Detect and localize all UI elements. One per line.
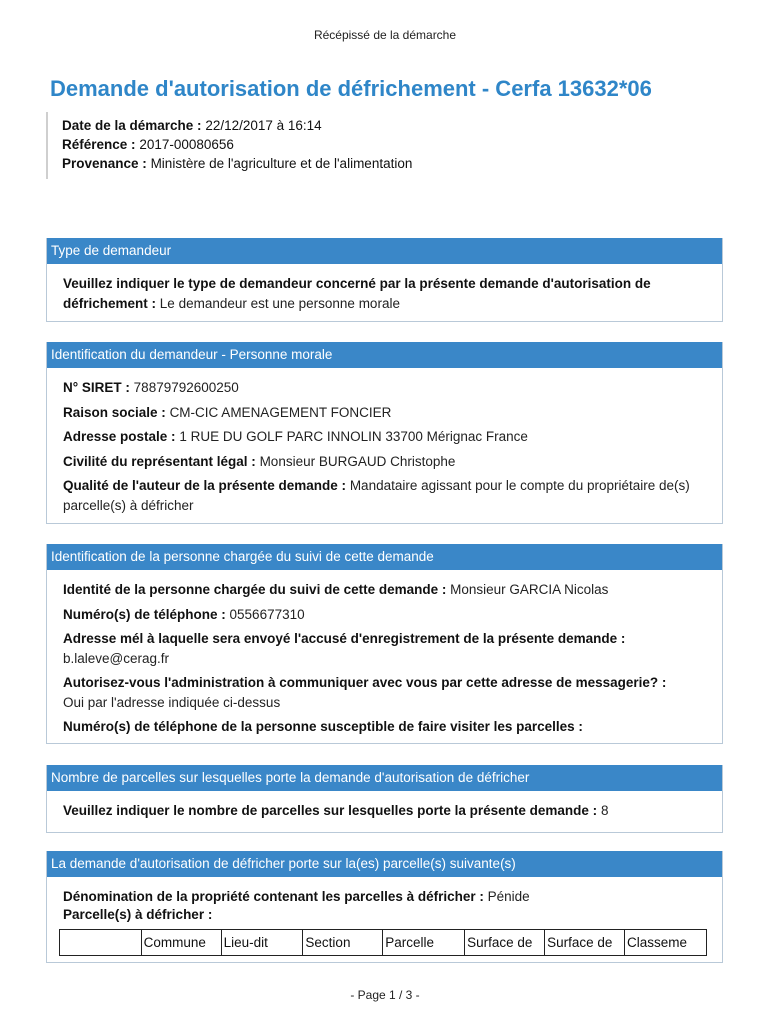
section-title: Nombre de parcelles sur lesquelles porte la demande d'autorisation de défricher [47,765,722,791]
table-header-cell: Section [303,930,383,956]
meta-origin [62,154,466,173]
field-value: 1 RUE DU GOLF PARC INNOLIN 33700 Mérignac France [179,429,528,444]
parcelles-label: Parcelle(s) à défricher : [63,906,213,922]
section-title: Identification du demandeur - Personne morale [47,342,722,368]
field-value: 78879792600250 [133,380,239,395]
section-parcelles [46,851,723,963]
field-label: Autorisez-vous l'administration à communiquer avec vous par cette adresse de messagerie? : [63,675,667,690]
meta-reference [62,135,466,154]
field-value: Pénide [487,889,530,904]
table-header-cell: Lieu-dit [221,930,303,956]
demarche-metadata [46,112,466,179]
field-label: Civilité du représentant légal : [63,453,256,469]
section-suivi-demande [46,544,723,744]
section-nombre-parcelles [46,765,723,833]
field-siret [63,378,712,398]
table-header-cell: Commune [141,930,221,956]
field-label: Numéro(s) de téléphone de la personne susceptible de faire visiter les parcelles : [63,719,583,734]
field-value: 8 [600,803,609,818]
meta-reference-value: 2017-00080656 [139,137,234,152]
table-header-cell: Surface de [465,930,545,956]
field-value: CM-CIC AMENAGEMENT FONCIER [169,404,392,420]
section-identification-demandeur [46,342,723,524]
field-label: Raison sociale : [63,404,166,420]
field-label: Dénomination de la propriété contenant les parcelles à défricher : [63,889,484,904]
field-label: N° SIRET : [63,380,130,395]
field-value: Mandataire agissant pour le compte du propriétaire de(s) parcelle(s) à défricher [63,478,690,513]
section-title: Type de demandeur [47,238,722,264]
table-header-cell: Parcelle [383,930,465,956]
meta-date-label: Date de la démarche : [62,118,202,133]
meta-origin-label: Provenance : [62,156,147,171]
field-civilite [63,452,712,472]
field-denomination [63,887,712,907]
field-nombre-parcelles [63,801,712,821]
field-label: Qualité de l'auteur de la présente demande : [63,478,347,493]
field-identite-suivi [63,580,712,600]
table-header-cell: Surface de [545,930,625,956]
table-header-cell: Classeme [625,930,707,956]
field-label: Adresse mél à laquelle sera envoyé l'accusé d'enregistrement de la présente demande : [63,631,626,646]
table-header-row [60,930,707,956]
field-value: Oui par l'adresse indiquée ci-dessus [63,694,281,710]
field-adresse-postale [63,427,712,447]
parcelles-table [59,929,707,956]
meta-origin-value: Ministère de l'agriculture et de l'alimentation [150,156,413,171]
meta-date-value: 22/12/2017 à 16:14 [205,118,322,133]
field-raison-sociale [63,403,712,423]
field-label: Numéro(s) de téléphone : [63,606,226,622]
section-title: La demande d'autorisation de défricher porte sur la(es) parcelle(s) suivante(s) [47,851,722,877]
field-telephone-visite [63,717,712,737]
field-value: Le demandeur est une personne morale [159,295,400,311]
meta-reference-label: Référence : [62,137,136,152]
document-title: Demande d'autorisation de défrichement - Cerfa 13632*06 [50,76,652,101]
section-type-demandeur [46,238,723,322]
field-telephone [63,605,712,625]
field-autorisation-messagerie [63,673,712,712]
meta-date [62,116,466,135]
receipt-header: Récépissé de la démarche [313,28,457,42]
table-header-cell [60,930,142,956]
field-type-demandeur [63,274,712,313]
field-value: 0556677310 [229,606,305,622]
section-title: Identification de la personne chargée du suivi de cette demande [47,544,722,570]
field-label: Veuillez indiquer le nombre de parcelles sur lesquelles porte la présente demande : [63,803,598,818]
field-label: Adresse postale : [63,429,176,444]
field-adresse-mel [63,629,712,668]
field-qualite-auteur [63,476,712,515]
field-value: b.laleve@cerag.fr [63,650,170,666]
field-value: Monsieur BURGAUD Christophe [259,453,456,469]
field-value: Monsieur GARCIA Nicolas [450,582,609,597]
field-label: Veuillez indiquer le type de demandeur concerné par la présente demande d'autorisation de défrichement : [63,276,651,311]
field-label: Identité de la personne chargée du suivi de cette demande : [63,582,447,597]
page-footer: - Page 1 / 3 - [350,988,420,1002]
